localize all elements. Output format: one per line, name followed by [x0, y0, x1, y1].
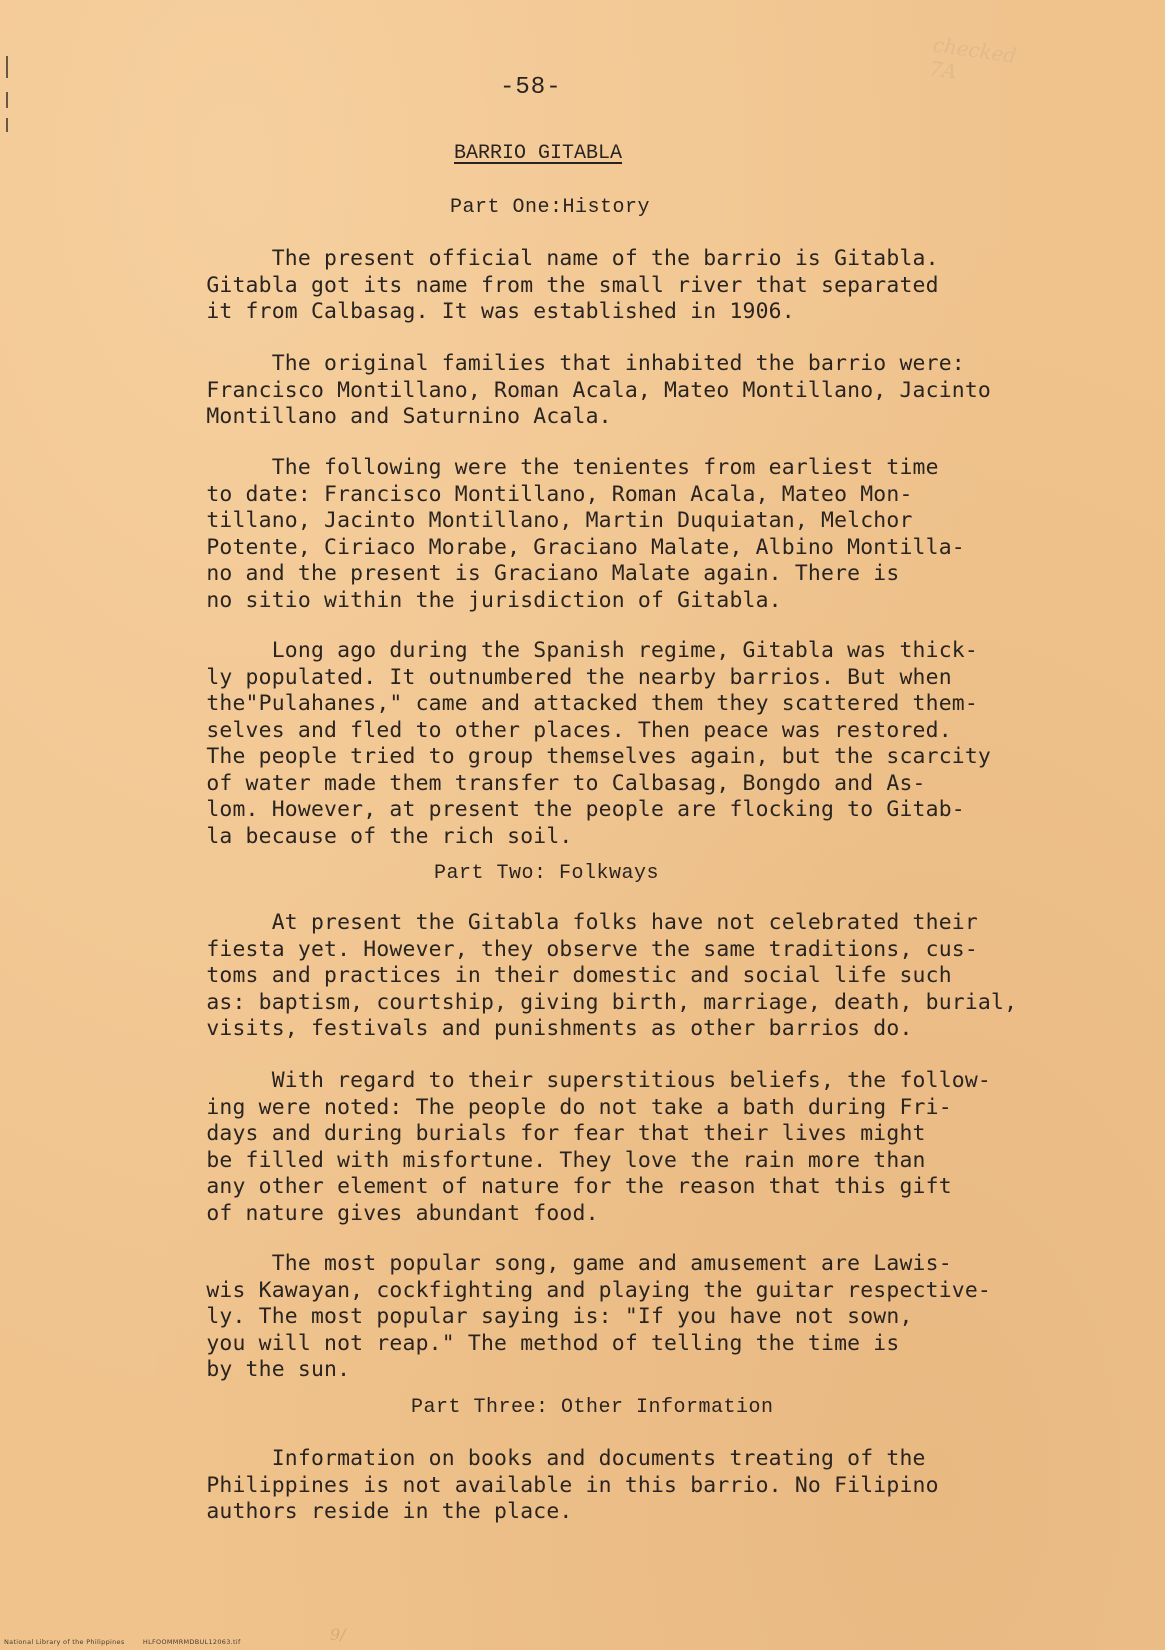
page-number: -58- [500, 74, 562, 101]
paragraph: Information on books and documents treating of the Philippines is not available in this barrio. No Filipino authors reside in the place. [206, 1446, 939, 1524]
scan-footer [4, 1638, 241, 1646]
paragraph: The original families that inhabited the barrio were: Francisco Montillano, Roman Acala, Mateo Montillano, Jacinto Montillano and Saturnino Acala. [206, 351, 992, 429]
paragraph: The most popular song, game and amusement are Lawis- wis Kawayan, cockfighting and playing the guitar respective- ly. The most popular saying is: "If you have not sown, you will not reap." The method of telling the time is by the sun. [206, 1251, 992, 1382]
section-heading-other-information: Part Three: Other Information [411, 1396, 774, 1419]
footer-file-code: HLFOOMMRMDBUL12063.tif [142, 1638, 241, 1646]
paragraph: At present the Gitabla folks have not celebrated their fiesta yet. However, they observe the same traditions, cus- toms and practices in their domestic and social life such as: baptism, courtship, giving birth, marriage, death, burial, visits, festivals and punishments as other barrios do. [206, 910, 1018, 1041]
section-heading-history: Part One:History [450, 196, 651, 219]
edge-mark [6, 56, 8, 78]
edge-mark [6, 92, 8, 108]
margin-note: checked 7A [928, 32, 1018, 84]
paragraph: The following were the tenientes from earliest time to date: Francisco Montillano, Roman Acala, Mateo Mon- tillano, Jacinto Montillano, Martin Duquiatan, Melchor Potente, Ciriaco Morabe, Graciano Malate, Albino Montilla- no and the present is Graciano Malate again. There is no sitio within the jurisdiction of Gitabla. [206, 455, 965, 613]
paragraph: With regard to their superstitious beliefs, the follow- ing were noted: The people do not take a bath during Fri- days and during burials for fear that their lives might be filled with misfortune. They love the rain more than any other element of nature for the reason that this gift of nature gives abundant food. [206, 1068, 992, 1226]
page-title: BARRIO GITABLA [454, 142, 623, 165]
paragraph: Long ago during the Spanish regime, Gitabla was thick- ly populated. It outnumbered the nearby barrios. But when the"Pulahanes," came and attacked them they scattered them- selves and fled to other places. Then peace was restored. The people tried to group themselves again, but the scarcity of water made them transfer to Calbasag, Bongdo and As- lom. However, at present the people are flocking to Gitab- la because of the rich soil. [206, 638, 992, 849]
paragraph: The present official name of the barrio is Gitabla. Gitabla got its name from the small river that separated it from Calbasag. It was established in 1906. [206, 246, 939, 324]
footer-library: National Library of the Philippines [4, 1638, 125, 1646]
section-heading-folkways: Part Two: Folkways [434, 862, 660, 885]
bottom-note: 9/ [330, 1625, 346, 1644]
edge-mark [6, 118, 8, 132]
